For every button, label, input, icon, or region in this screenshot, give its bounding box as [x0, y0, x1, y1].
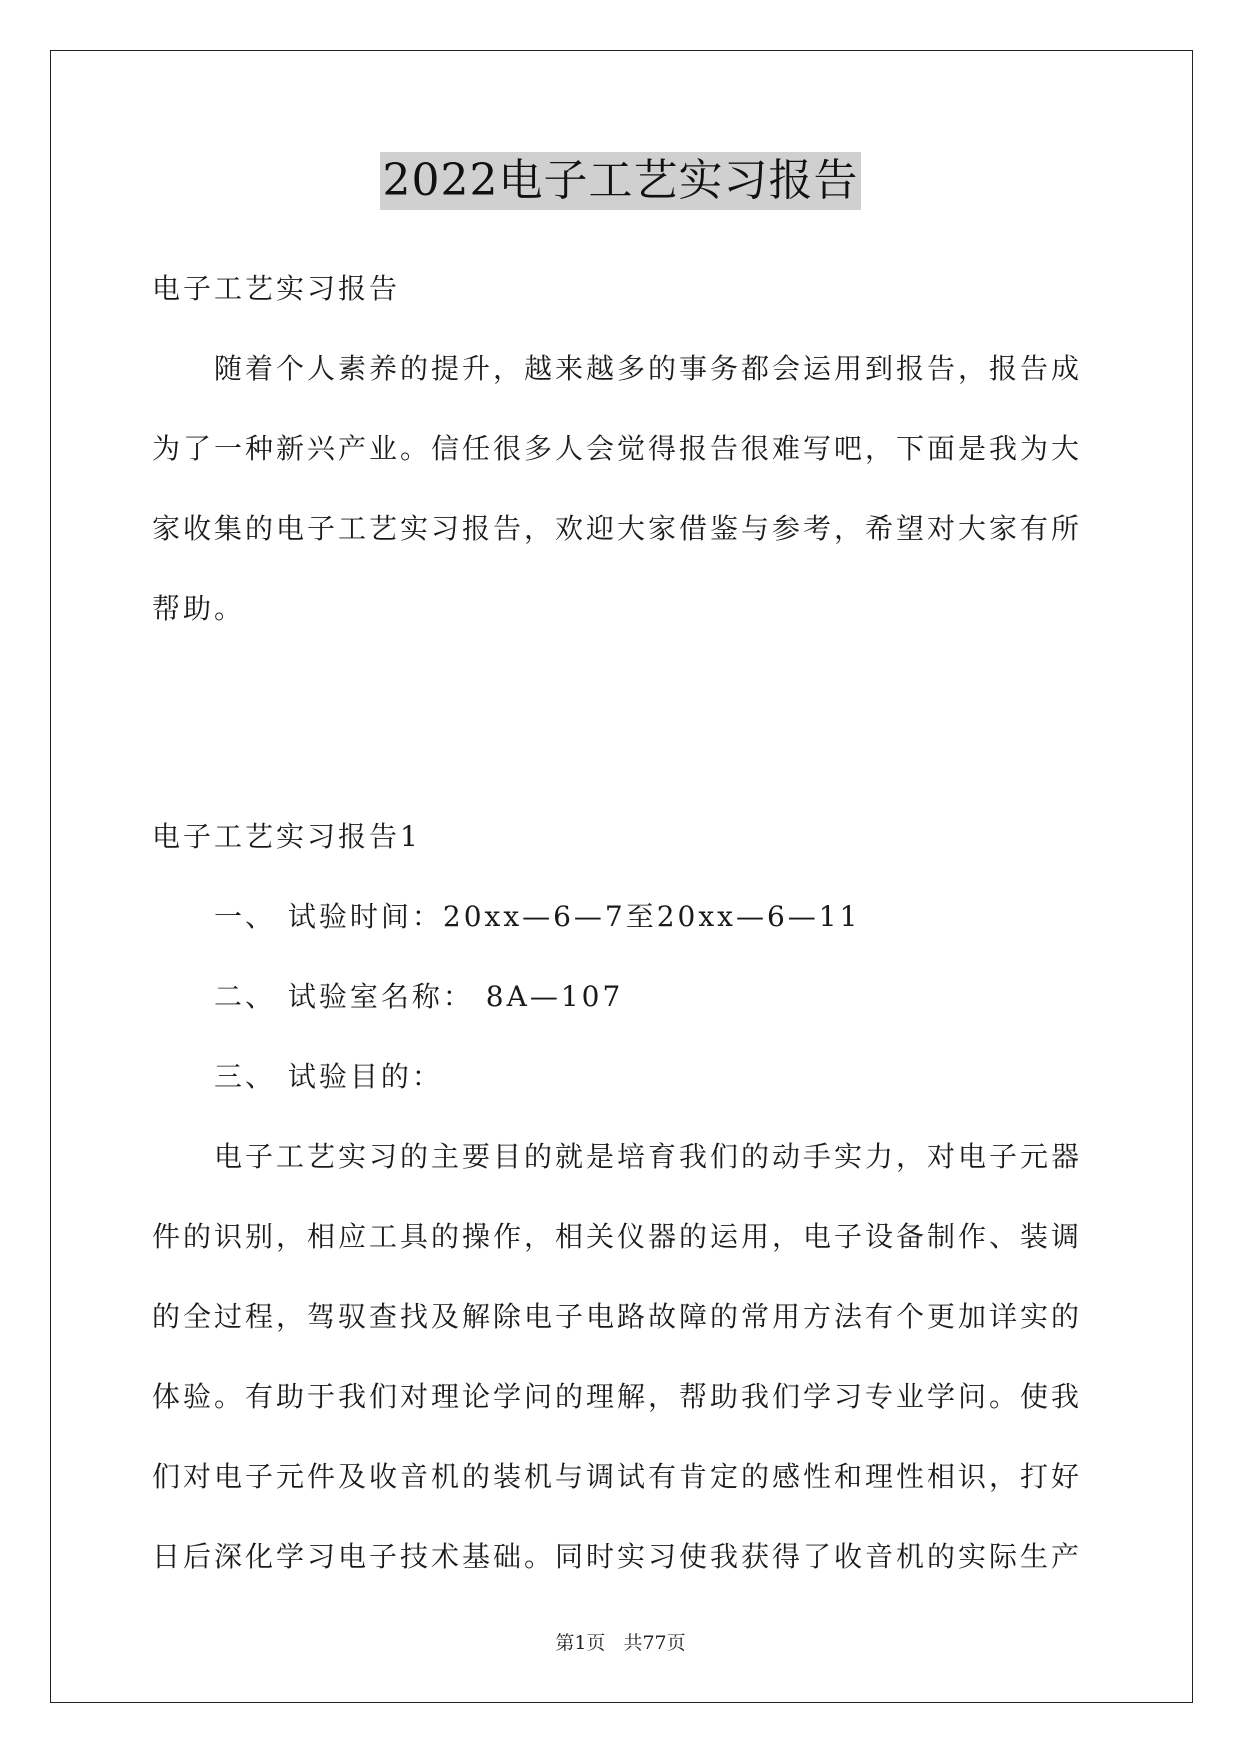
intro-line: 家收集的电子工艺实习报告，欢迎大家借鉴与参考，希望对大家有所	[152, 512, 1083, 545]
intro-line: 为了一种新兴产业。信任很多人会觉得报告很难写吧，下面是我为大	[152, 432, 1083, 465]
page-footer	[0, 1628, 1241, 1655]
intro-line: 随着个人素养的提升，越来越多的事务都会运用到报告，报告成	[214, 352, 1083, 385]
list-item: 三、 试验目的：	[214, 1060, 443, 1093]
section-heading: 电子工艺实习报告	[152, 272, 401, 305]
document-body	[152, 260, 1087, 1608]
body-line: 的全过程，驾驭查找及解除电子电路故障的常用方法有个更加详实的	[152, 1300, 1083, 1333]
body-line: 件的识别，相应工具的操作，相关仪器的运用，电子设备制作、装调	[152, 1220, 1083, 1253]
page-number: 第1页	[555, 1632, 606, 1654]
spacer	[152, 660, 1087, 808]
page-total: 共77页	[623, 1632, 686, 1654]
list-item: 二、 试验室名称： 8A—107	[214, 980, 624, 1013]
document-title: 2022电子工艺实习报告	[380, 152, 862, 210]
body-line: 电子工艺实习的主要目的就是培育我们的动手实力，对电子元器	[214, 1140, 1083, 1173]
section-heading: 电子工艺实习报告1	[152, 820, 421, 853]
body-line: 体验。有助于我们对理论学问的理解，帮助我们学习专业学问。使我	[152, 1380, 1083, 1413]
list-item: 一、 试验时间：20xx—6—7至20xx—6—11	[214, 900, 861, 933]
title-container	[0, 152, 1241, 210]
body-line: 日后深化学习电子技术基础。同时实习使我获得了收音机的实际生产	[152, 1540, 1083, 1573]
body-line: 们对电子元件及收音机的装机与调试有肯定的感性和理性相识，打好	[152, 1460, 1083, 1493]
intro-line: 帮助。	[152, 592, 246, 625]
